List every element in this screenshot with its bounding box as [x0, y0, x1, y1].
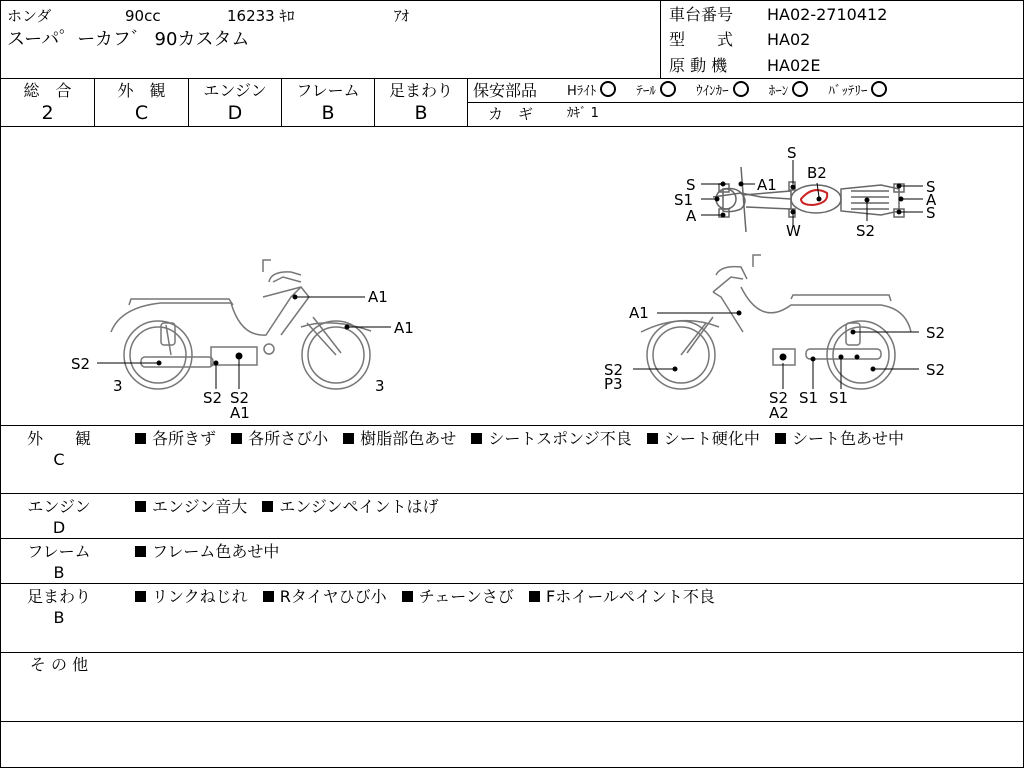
bullet-square-icon — [402, 591, 413, 602]
bullet-square-icon — [135, 501, 146, 512]
ok-circle-icon — [733, 81, 749, 97]
right-view-leaders — [633, 311, 919, 389]
note-item — [775, 429, 904, 448]
type-label: 型 式 — [669, 30, 734, 49]
headlight-shape — [273, 277, 301, 282]
divider — [1, 538, 1023, 539]
leader-dot — [871, 367, 875, 371]
bullet-square-icon — [263, 591, 274, 602]
note-grade-suspension: B — [53, 608, 65, 627]
grade-label: エンジン — [203, 81, 267, 100]
mark-label: S2 — [926, 361, 946, 379]
chassis-value: HA02-2710412 — [767, 5, 888, 24]
grade-overall — [1, 81, 94, 125]
note-item-text: 樹脂部色あせ — [360, 429, 457, 448]
ok-circle-icon — [871, 81, 887, 97]
mark-label: 3 — [113, 377, 123, 395]
mark-label: A1 — [230, 404, 250, 422]
rear-wheel-shape — [130, 327, 186, 383]
left-view-leaders — [97, 295, 391, 389]
leader-dot — [897, 210, 901, 214]
leader-dot — [817, 197, 821, 201]
note-item-text: フレーム色あせ中 — [152, 542, 280, 561]
note-item-text: シートスポンジ不良 — [488, 429, 632, 448]
mark-label: A1 — [757, 176, 777, 194]
note-item-text: エンジンペイントはげ — [279, 497, 439, 516]
safety-item-label: ﾊﾞｯﾃﾘｰ — [828, 84, 868, 99]
header-divider — [660, 1, 661, 78]
mark-label: A1 — [368, 288, 388, 306]
divider — [1, 493, 1023, 494]
leader-dot — [851, 330, 855, 334]
ok-circle-icon — [600, 81, 616, 97]
mark-label: S2 — [926, 324, 946, 342]
mark-label: S2 — [604, 361, 624, 379]
bullet-square-icon — [135, 433, 146, 444]
handlebar-shape — [263, 260, 271, 272]
bullet-square-icon — [135, 546, 146, 557]
note-item-text: シート硬化中 — [663, 429, 760, 448]
engine-label: 原 動 機 — [669, 56, 728, 75]
grade-label: 足まわり — [388, 81, 453, 100]
key-label: カ ギ — [488, 105, 534, 123]
grade-engine — [189, 81, 281, 125]
note-item-text: Fホイールペイント不良 — [545, 587, 715, 606]
mark-label: B2 — [807, 164, 827, 182]
rear-fender-shape — [111, 303, 231, 332]
safety-item-label: Hﾗｲﾄ — [567, 84, 597, 99]
note-label-frame: フレーム — [27, 542, 91, 561]
leader-dot — [739, 182, 743, 186]
ok-circle-icon — [660, 81, 676, 97]
grade-value: 2 — [41, 102, 54, 124]
seat-shape — [129, 299, 233, 305]
mark-label: S2 — [769, 389, 789, 407]
leader-dot — [157, 361, 161, 365]
grade-exterior — [95, 81, 188, 125]
mark-label: A1 — [394, 319, 414, 337]
safety-item-label: ｳｲﾝｶｰ — [696, 84, 729, 99]
key-value: ｶｷﾞ 1 — [567, 106, 599, 121]
note-item — [647, 429, 760, 448]
note-item — [343, 429, 456, 448]
mark-label: S — [926, 178, 936, 196]
bullet-square-icon — [529, 591, 540, 602]
leader-dot — [811, 357, 815, 361]
safety-item-label: ﾃｰﾙ — [636, 84, 656, 99]
note-item-text: 各所さび小 — [248, 429, 329, 448]
mark-label: A1 — [629, 304, 649, 322]
note-item-text: リンクねじれ — [152, 587, 248, 606]
note-items-exterior — [135, 428, 1019, 450]
divider — [1, 721, 1023, 722]
rack-shape — [851, 191, 889, 209]
note-items-engine — [135, 496, 1019, 518]
leader-dot — [780, 354, 786, 360]
safety-item — [567, 84, 616, 99]
note-items-frame — [135, 541, 1019, 563]
mark-label: 3 — [375, 377, 385, 395]
safety-item — [636, 84, 676, 99]
muffler-shape — [806, 349, 881, 359]
note-grade-exterior: C — [53, 450, 65, 469]
note-item-text: 各所きず — [152, 429, 217, 448]
leader-dot — [715, 197, 719, 201]
note-grade-frame: B — [53, 563, 65, 582]
divider — [1, 425, 1023, 426]
mark-label: S — [787, 144, 797, 162]
mark-label: A — [926, 191, 937, 209]
mark-label: S — [686, 176, 696, 194]
grade-label: 総 合 — [23, 81, 72, 100]
leader-dot — [236, 353, 242, 359]
rear-fender-shape — [741, 287, 911, 332]
note-item-text: チェーンさび — [418, 587, 514, 606]
note-item — [529, 587, 715, 606]
headlight-shape — [713, 277, 743, 292]
bullet-square-icon — [135, 591, 146, 602]
note-label-suspension: 足まわり — [26, 587, 91, 606]
leader-dot — [214, 361, 218, 365]
note-item — [135, 497, 247, 516]
bullet-square-icon — [775, 433, 786, 444]
grade-value: D — [227, 102, 243, 124]
divider — [1, 583, 1023, 584]
leader-dot — [673, 367, 677, 371]
note-item — [135, 587, 248, 606]
leader-dot — [839, 355, 843, 359]
color: ｱｵ — [394, 7, 410, 25]
note-item-text: エンジン音大 — [152, 497, 248, 516]
damage-diagram — [1, 127, 1023, 425]
maker: ホンダ — [7, 7, 52, 25]
leader-dot — [897, 184, 901, 188]
safety-item — [828, 84, 887, 99]
grade-value: C — [134, 102, 149, 124]
frame-shape — [231, 287, 301, 335]
rear-wheel-shape — [827, 321, 895, 389]
bullet-square-icon — [231, 433, 242, 444]
mark-label: S2 — [230, 389, 250, 407]
safety-item-label: ﾎｰﾝ — [768, 84, 789, 99]
note-item — [135, 542, 279, 561]
note-item-text: Rタイヤひび小 — [279, 587, 387, 606]
bullet-square-icon — [647, 433, 658, 444]
grade-suspension — [375, 81, 467, 125]
note-grade-engine: D — [52, 518, 66, 537]
note-item — [402, 587, 514, 606]
engine-shape — [264, 344, 274, 354]
mark-label: S2 — [71, 355, 91, 373]
leader-dot — [899, 197, 903, 201]
displacement: 90cc — [125, 7, 161, 25]
engine-value: HA02E — [767, 56, 821, 75]
bullet-square-icon — [262, 501, 273, 512]
leader-dot — [791, 185, 795, 189]
safety-item — [769, 84, 809, 99]
mark-label: A2 — [769, 404, 789, 422]
leader-dot — [721, 213, 725, 217]
mark-label: S2 — [203, 389, 223, 407]
note-item — [135, 429, 216, 448]
mark-label: S — [926, 204, 936, 222]
left-view — [111, 260, 371, 389]
leader-dot — [293, 295, 297, 299]
divider — [1, 652, 1023, 653]
grade-label: 外 観 — [117, 81, 166, 100]
type-value: HA02 — [767, 30, 811, 49]
mark-label: S1 — [799, 389, 819, 407]
mark-label: S1 — [674, 191, 694, 209]
mark-label: S2 — [856, 222, 876, 240]
mark-label: P3 — [604, 375, 623, 393]
note-item — [262, 497, 438, 516]
grade-value: B — [414, 102, 428, 124]
note-item-text: シート色あせ中 — [791, 429, 904, 448]
muffler-shape — [141, 357, 213, 367]
mark-label: W — [786, 222, 801, 240]
leader-dot — [345, 325, 349, 329]
divider — [468, 102, 1023, 103]
right-view — [641, 255, 911, 389]
rack-shape — [841, 185, 899, 215]
grade-value: B — [321, 102, 335, 124]
leader-dot — [737, 311, 741, 315]
handlebar-shape — [753, 255, 761, 267]
note-item — [263, 587, 387, 606]
note-label-other: そ の 他 — [29, 655, 89, 674]
note-label-engine: エンジン — [27, 497, 91, 516]
mark-label: A — [686, 207, 697, 225]
rear-wheel-shape — [124, 321, 192, 389]
safety-items — [567, 81, 887, 102]
leader-dot — [791, 210, 795, 214]
leader-dot — [721, 182, 725, 186]
leader-dot — [855, 355, 859, 359]
chassis-label: 車台番号 — [669, 5, 734, 24]
ok-circle-icon — [792, 81, 808, 97]
seat-shape — [791, 295, 891, 301]
safety-label: 保安部品 — [473, 81, 538, 100]
leader-dot — [865, 198, 869, 202]
mark-label: S1 — [829, 389, 849, 407]
safety-item — [696, 84, 749, 99]
grade-frame — [282, 81, 374, 125]
note-items-suspension — [135, 586, 1019, 608]
note-item — [231, 429, 328, 448]
note-item — [471, 429, 631, 448]
model-name: スーパ゜ーカフ゛ 90カスタム — [7, 29, 250, 50]
bullet-square-icon — [343, 433, 354, 444]
damage-highlight-mark — [801, 190, 827, 205]
note-label-exterior: 外 観 — [26, 429, 91, 448]
bullet-square-icon — [471, 433, 482, 444]
mileage: 16233 ｷﾛ — [227, 7, 295, 25]
grade-label: フレーム — [296, 81, 360, 100]
divider — [1, 78, 1023, 79]
